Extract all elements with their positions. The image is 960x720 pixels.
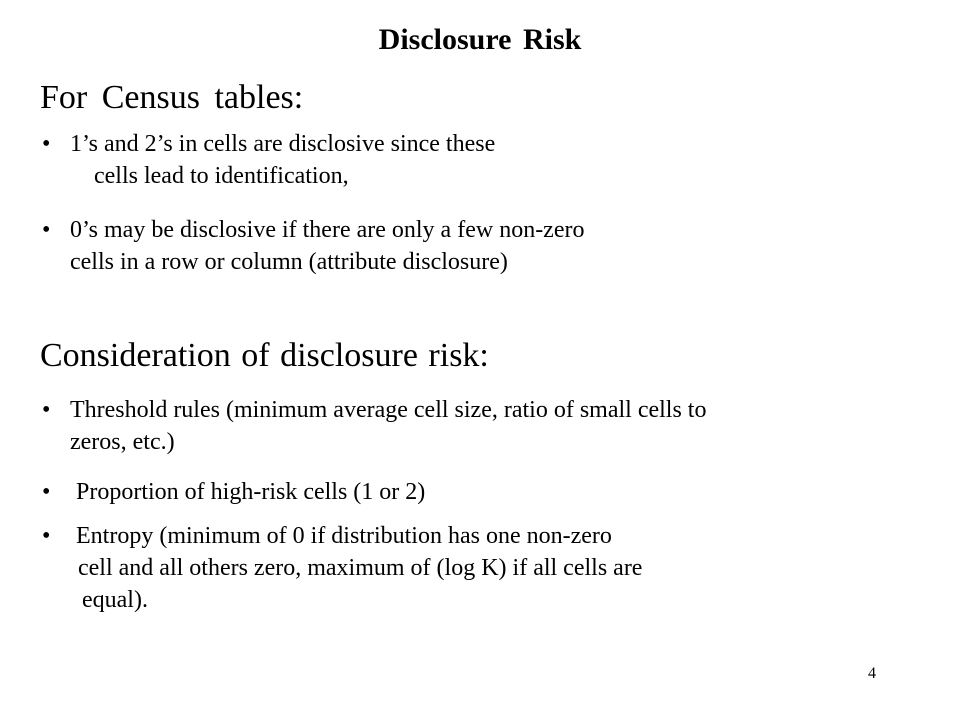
page-number: 4	[868, 665, 876, 682]
section-heading-disclosure-risk: Consideration of disclosure risk:	[40, 337, 489, 374]
bullet-marker: •	[42, 523, 51, 549]
bullet-text-line: Threshold rules (minimum average cell size, ratio of small cells to	[70, 397, 707, 423]
bullet-item	[42, 128, 495, 192]
bullet-item	[42, 520, 642, 616]
bullet-text-line: 1’s and 2’s in cells are disclosive since these	[70, 131, 496, 157]
bullet-item	[42, 214, 584, 278]
bullet-marker: •	[42, 131, 51, 157]
bullet-text-line: zeros, etc.)	[70, 429, 175, 455]
bullet-item	[42, 476, 425, 508]
bullet-text-line: cells in a row or column (attribute disclosure)	[70, 249, 508, 275]
bullet-text-line: cell and all others zero, maximum of (log K) if all cells are	[78, 555, 643, 581]
bullet-marker: •	[42, 479, 51, 505]
bullet-marker: •	[42, 397, 51, 423]
bullet-marker: •	[42, 217, 51, 243]
bullet-text-line: equal).	[82, 587, 148, 613]
bullet-text-line: 0’s may be disclosive if there are only a few non-zero	[70, 217, 585, 243]
bullet-item	[42, 394, 706, 458]
section-heading-census-tables: For Census tables:	[40, 79, 304, 116]
bullet-text-line: cells lead to identification,	[94, 163, 349, 189]
bullet-text-line: Proportion of high-risk cells (1 or 2)	[76, 479, 426, 505]
bullet-text-line: Entropy (minimum of 0 if distribution has one non-zero	[76, 523, 612, 549]
slide-title: Disclosure Risk	[378, 23, 582, 56]
